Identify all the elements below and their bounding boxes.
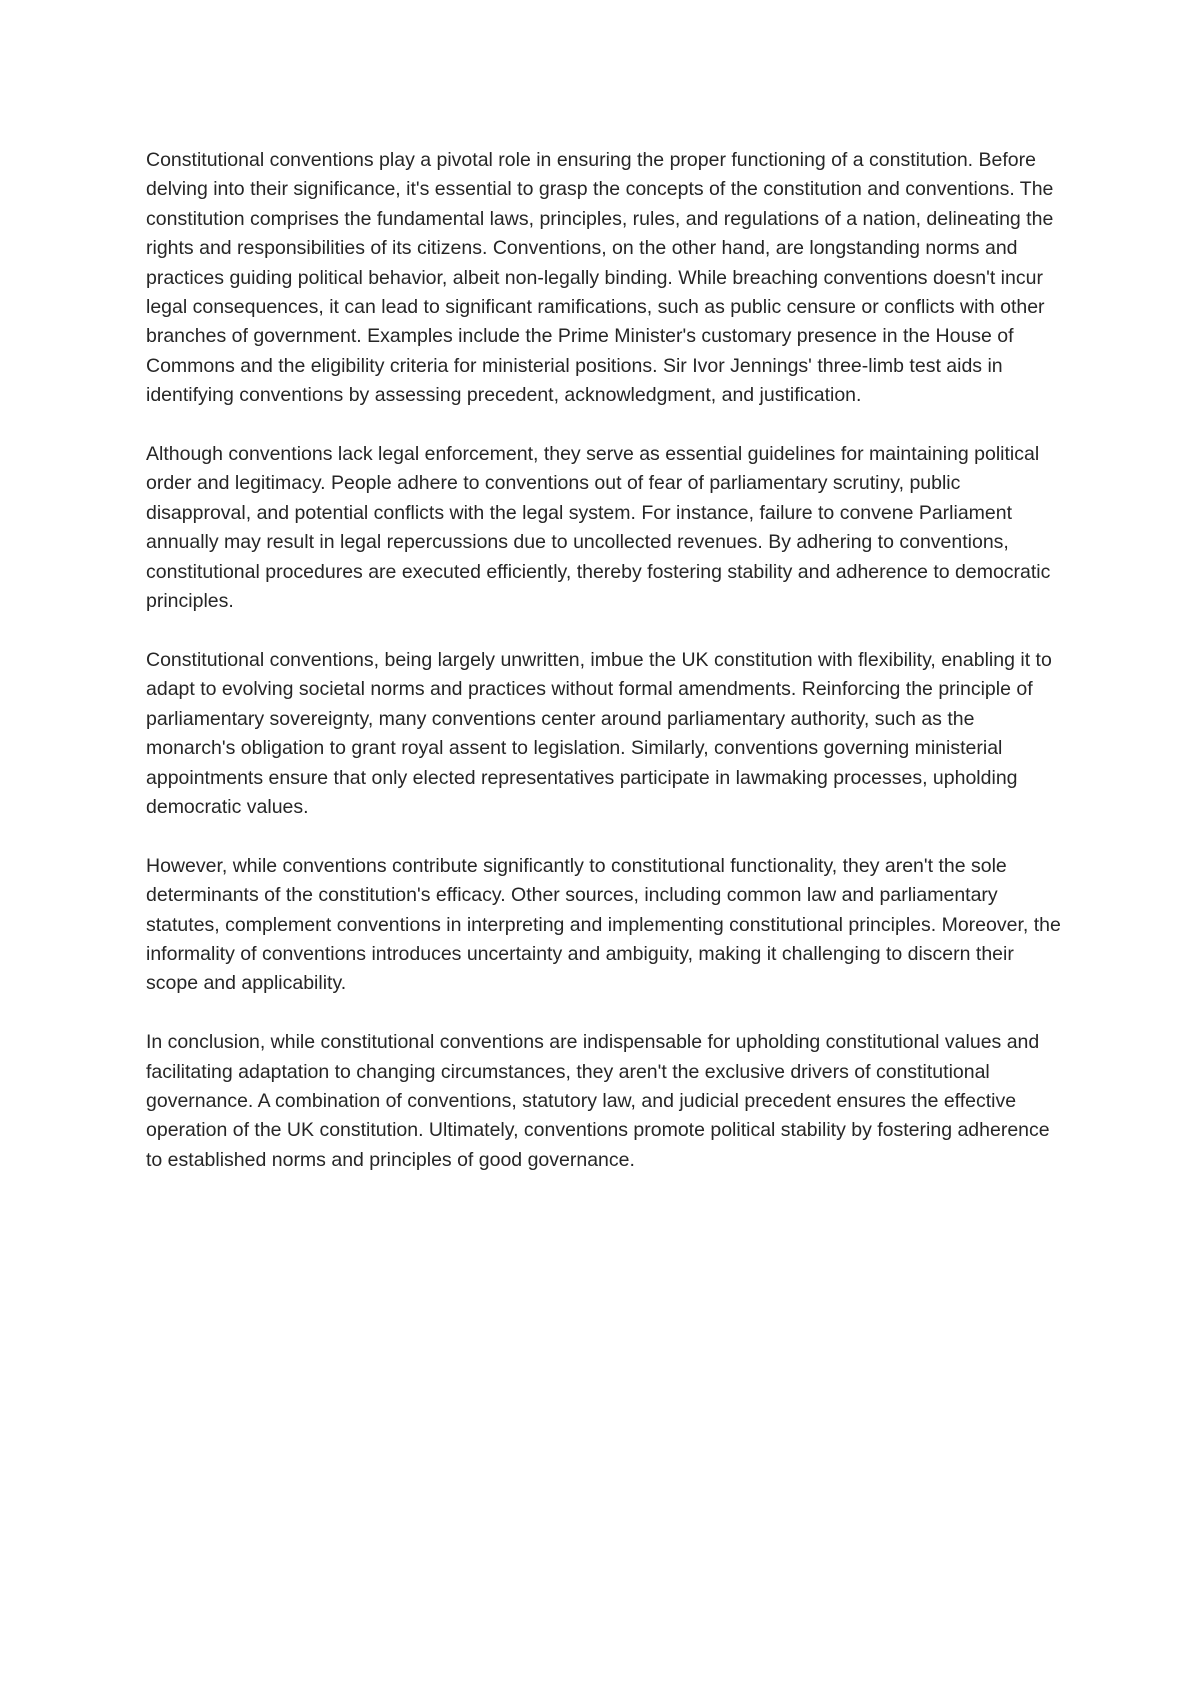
paragraph-flexibility: Constitutional conventions, being largely unwritten, imbue the UK constitution with flexibility, enabling it to adapt to evolving societal norms and practices without formal amendments. Reinforcing the principle of parliamentary sovereignty, many conventions center around parliamentary authority, such as the monarch's obligation to grant royal assent to legislation. Similarly, conventions governing ministerial appointments ensure that only elected representatives participate in lawmaking processes, upholding democratic values. — [146, 648, 1052, 818]
document-body — [146, 146, 1066, 1175]
paragraph-conclusion: In conclusion, while constitutional conventions are indispensable for upholding constitutional values and facilitating adaptation to changing circumstances, they aren't the exclusive drivers of constitutional governance. A combination of conventions, statutory law, and judicial precedent ensures the effective operation of the UK constitution. Ultimately, conventions promote political stability by fostering adherence to established norms and principles of good governance. — [146, 1031, 1050, 1171]
paragraph-limitations: However, while conventions contribute significantly to constitutional functionality, they aren't the sole determinants of the constitution's efficacy. Other sources, including common law and parliamentary statutes, complement conventions in interpreting and implementing constitutional principles. Moreover, the informality of conventions introduces uncertainty and ambiguity, making it challenging to discern their scope and applicability. — [146, 854, 1061, 995]
paragraph-introduction: Constitutional conventions play a pivotal role in ensuring the proper functioning of a constitution. Before delving into their significance, it's essential to grasp the concepts of the constitution and conventions. The constitution comprises the fundamental laws, principles, rules, and regulations of a nation, delineating the rights and responsibilities of its citizens. Conventions, on the other hand, are longstanding norms and practices guiding political behavior, albeit non-legally binding. While breaching conventions doesn't incur legal consequences, it can lead to significant ramifications, such as public censure or conflicts with other branches of government. Examples include the Prime Minister's customary presence in the House of Commons and the eligibility criteria for ministerial positions. Sir Ivor Jennings' three-limb test aids in identifying conventions by assessing precedent, acknowledgment, and justification. — [146, 149, 1054, 407]
paragraph-enforcement: Although conventions lack legal enforcement, they serve as essential guidelines for maintaining political order and legitimacy. People adhere to conventions out of fear of parliamentary scrutiny, public disapproval, and potential conflicts with the legal system. For instance, failure to convene Parliament annually may result in legal repercussions due to uncollected revenues. By adhering to conventions, constitutional procedures are executed efficiently, thereby fostering stability and adherence to democratic principles. — [146, 443, 1051, 613]
